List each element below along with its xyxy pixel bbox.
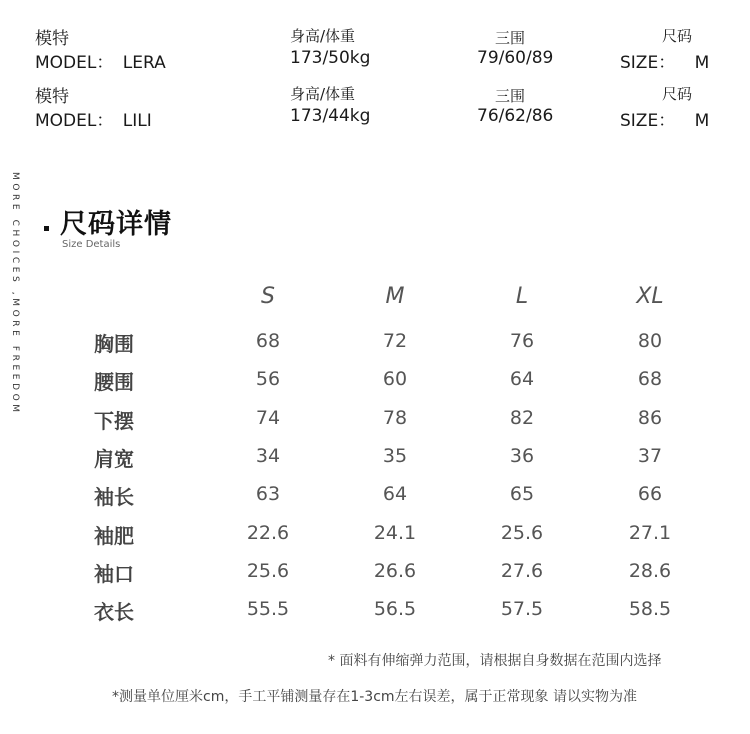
section-subtitle: Size Details bbox=[62, 239, 121, 250]
table-cell: 22.6 bbox=[246, 522, 290, 544]
table-cell: 63 bbox=[255, 483, 281, 505]
measurements-value: 79/60/89 bbox=[477, 48, 554, 68]
table-cell: 55.5 bbox=[246, 598, 290, 620]
row-label: 肩宽 bbox=[94, 447, 134, 471]
table-cell: 24.1 bbox=[373, 522, 417, 544]
table-cell: 72 bbox=[382, 330, 408, 352]
table-cell: 74 bbox=[255, 407, 281, 429]
height-weight-label: 身高/体重 bbox=[290, 85, 356, 103]
table-cell: 82 bbox=[509, 407, 535, 429]
model-label bbox=[35, 48, 166, 73]
table-cell: 37 bbox=[637, 445, 663, 467]
size-cn-label: 尺码 bbox=[662, 85, 693, 103]
measurement-note: *测量单位厘米cm，手工平铺测量存在1-3cm左右误差，属于正常现象 请以实物为准 bbox=[112, 689, 637, 705]
size-cn-label: 尺码 bbox=[662, 27, 693, 45]
table-cell: 57.5 bbox=[500, 598, 544, 620]
row-label: 腰围 bbox=[94, 370, 134, 394]
measurements-value: 76/62/86 bbox=[477, 106, 554, 126]
table-cell: 26.6 bbox=[373, 560, 417, 582]
model-cn-label: 模特 bbox=[35, 87, 69, 107]
size-label bbox=[620, 48, 709, 73]
size-value: M bbox=[694, 111, 710, 131]
size-label bbox=[620, 106, 709, 131]
row-label: 衣长 bbox=[94, 600, 134, 624]
column-header-size: M bbox=[385, 284, 405, 309]
stretch-note: * 面料有伸缩弹力范围，请根据自身数据在范围内选择 bbox=[328, 653, 662, 669]
title-bullet-icon bbox=[44, 226, 49, 231]
column-header-size: L bbox=[515, 284, 529, 309]
table-cell: 28.6 bbox=[628, 560, 672, 582]
size-en-label: SIZE： bbox=[620, 53, 676, 73]
model-en-label: MODEL： bbox=[35, 111, 114, 131]
table-cell: 25.6 bbox=[246, 560, 290, 582]
model-name: LILI bbox=[122, 111, 152, 131]
size-en-label: SIZE： bbox=[620, 111, 676, 131]
measurements-label: 三围 bbox=[495, 87, 526, 105]
table-cell: 56.5 bbox=[373, 598, 417, 620]
row-label: 袖长 bbox=[94, 485, 134, 509]
height-weight-value: 173/44kg bbox=[290, 106, 371, 126]
table-cell: 25.6 bbox=[500, 522, 544, 544]
table-cell: 86 bbox=[637, 407, 663, 429]
table-cell: 34 bbox=[255, 445, 281, 467]
model-name: LERA bbox=[122, 53, 166, 73]
model-en-label: MODEL： bbox=[35, 53, 114, 73]
table-cell: 65 bbox=[509, 483, 535, 505]
model-label bbox=[35, 106, 152, 131]
table-cell: 36 bbox=[509, 445, 535, 467]
table-cell: 64 bbox=[382, 483, 408, 505]
row-label: 胸围 bbox=[94, 332, 134, 356]
table-cell: 64 bbox=[509, 368, 535, 390]
column-header-size: XL bbox=[636, 284, 664, 309]
column-header-size: S bbox=[261, 284, 275, 309]
table-cell: 68 bbox=[637, 368, 663, 390]
row-label: 袖口 bbox=[94, 562, 134, 586]
row-label: 下摆 bbox=[94, 409, 134, 433]
table-cell: 68 bbox=[255, 330, 281, 352]
table-cell: 60 bbox=[382, 368, 408, 390]
table-cell: 58.5 bbox=[628, 598, 672, 620]
measurements-label: 三围 bbox=[495, 29, 526, 47]
table-cell: 56 bbox=[255, 368, 281, 390]
side-slogan: MORE CHOICES ,MORE FREEDOM bbox=[10, 172, 20, 416]
table-cell: 78 bbox=[382, 407, 408, 429]
height-weight-label: 身高/体重 bbox=[290, 27, 356, 45]
table-cell: 27.1 bbox=[628, 522, 672, 544]
size-value: M bbox=[694, 53, 710, 73]
row-label: 袖肥 bbox=[94, 524, 134, 548]
table-cell: 66 bbox=[637, 483, 663, 505]
table-cell: 35 bbox=[382, 445, 408, 467]
table-cell: 76 bbox=[509, 330, 535, 352]
table-cell: 80 bbox=[637, 330, 663, 352]
model-info bbox=[0, 0, 750, 135]
model-cn-label: 模特 bbox=[35, 29, 69, 49]
height-weight-value: 173/50kg bbox=[290, 48, 371, 68]
section-title: 尺码详情 bbox=[60, 209, 172, 240]
table-cell: 27.6 bbox=[500, 560, 544, 582]
